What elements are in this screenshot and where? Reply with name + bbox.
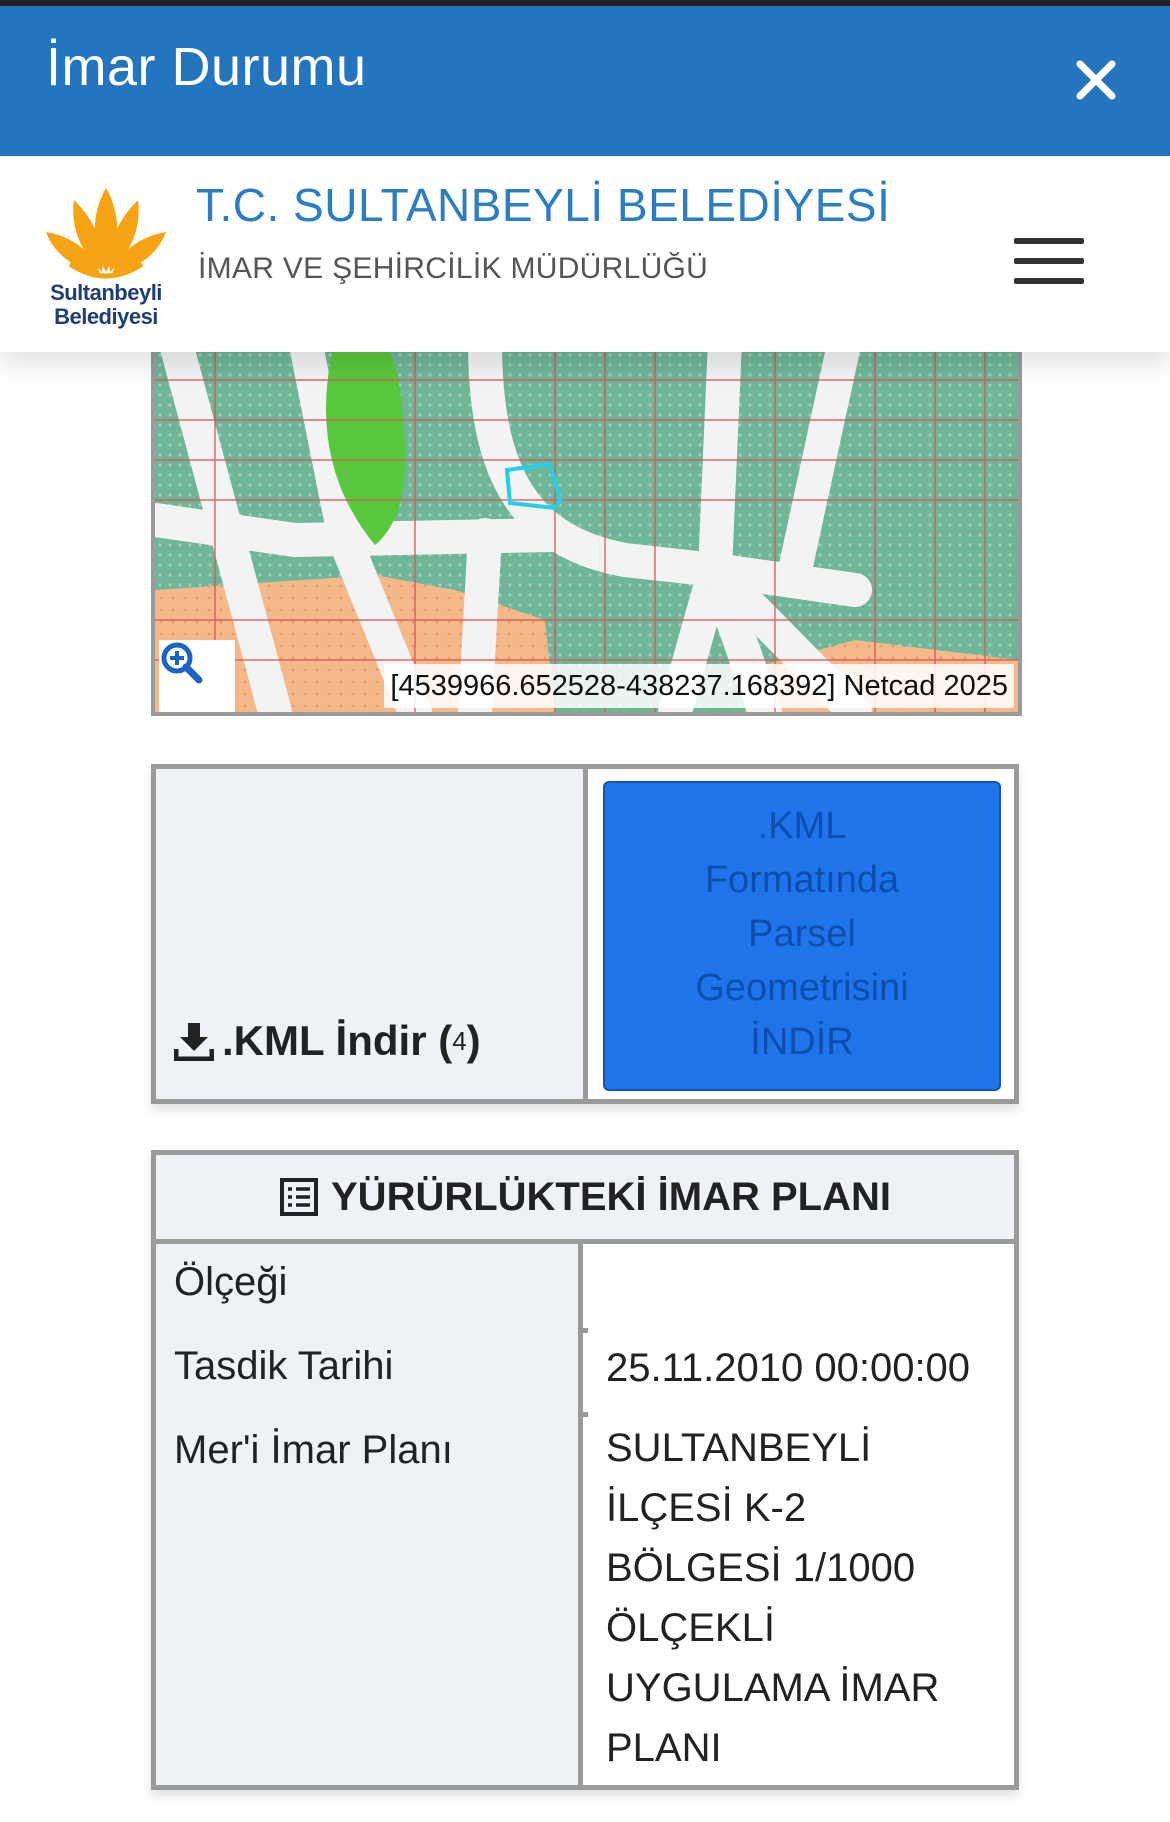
zoom-in-icon bbox=[159, 640, 203, 684]
close-icon bbox=[1076, 60, 1116, 100]
kml-download-table bbox=[151, 764, 1019, 1104]
zoom-in-button[interactable] bbox=[159, 640, 235, 712]
row-value bbox=[588, 1244, 1014, 1328]
site-header bbox=[0, 156, 1170, 352]
logo-text-line1: Sultanbeyli bbox=[50, 280, 162, 305]
logo-text-line2: Belediyesi bbox=[54, 304, 158, 329]
table-row bbox=[156, 1412, 1014, 1785]
row-key: Ölçeği bbox=[156, 1244, 583, 1328]
organization-title: T.C. SULTANBEYLİ BELEDİYESİ bbox=[196, 179, 891, 231]
row-value-line: İLÇESİ K-2 bbox=[606, 1486, 807, 1530]
municipality-logo bbox=[40, 184, 172, 336]
table-row bbox=[156, 1328, 1014, 1417]
zoning-map[interactable] bbox=[151, 340, 1022, 716]
close-button[interactable] bbox=[1066, 50, 1126, 110]
dialog-titlebar bbox=[0, 6, 1170, 156]
map-image bbox=[155, 340, 1018, 712]
kml-label-close: ) bbox=[466, 1017, 481, 1064]
kml-button-line: İNDİR bbox=[750, 1021, 854, 1063]
kml-button-line: Parsel bbox=[748, 913, 856, 955]
kml-button-line: Formatında bbox=[704, 859, 900, 901]
row-value-line: SULTANBEYLİ bbox=[606, 1426, 872, 1470]
flower-logo-icon bbox=[40, 184, 172, 284]
map-coordinates: [4539966.652528-438237.168392] Netcad 2025 bbox=[384, 664, 1014, 708]
plan-heading bbox=[156, 1155, 1014, 1244]
zoning-plan-table bbox=[151, 1150, 1019, 1790]
kml-label-count: 4 bbox=[452, 1025, 467, 1056]
kml-button-line: .KML bbox=[757, 805, 847, 847]
organization-subtitle: İMAR VE ŞEHİRCİLİK MÜDÜRLÜĞÜ bbox=[198, 252, 709, 285]
download-icon bbox=[174, 1021, 214, 1061]
row-value bbox=[588, 1412, 1014, 1785]
row-value-line: PLANI bbox=[606, 1726, 722, 1770]
row-key: Mer'i İmar Planı bbox=[156, 1412, 583, 1785]
kml-download-button[interactable] bbox=[603, 781, 1001, 1091]
plan-heading-text: YÜRÜRLÜKTEKİ İMAR PLANI bbox=[331, 1174, 891, 1219]
row-value-line: ÖLÇEKLİ bbox=[606, 1606, 775, 1650]
list-icon bbox=[279, 1177, 319, 1217]
table-row bbox=[156, 1244, 1014, 1333]
kml-label-text: .KML İndir ( bbox=[222, 1017, 453, 1064]
row-key: Tasdik Tarihi bbox=[156, 1328, 583, 1412]
row-value-line: UYGULAMA İMAR bbox=[606, 1666, 940, 1710]
kml-label-cell bbox=[156, 769, 588, 1099]
row-value-line: BÖLGESİ 1/1000 bbox=[606, 1546, 916, 1590]
dialog-title: İmar Durumu bbox=[46, 37, 367, 97]
kml-button-line: Geometrisini bbox=[695, 967, 909, 1009]
kml-download-link[interactable] bbox=[174, 1017, 481, 1065]
menu-button[interactable] bbox=[1014, 238, 1084, 288]
row-value: 25.11.2010 00:00:00 bbox=[588, 1328, 1014, 1412]
